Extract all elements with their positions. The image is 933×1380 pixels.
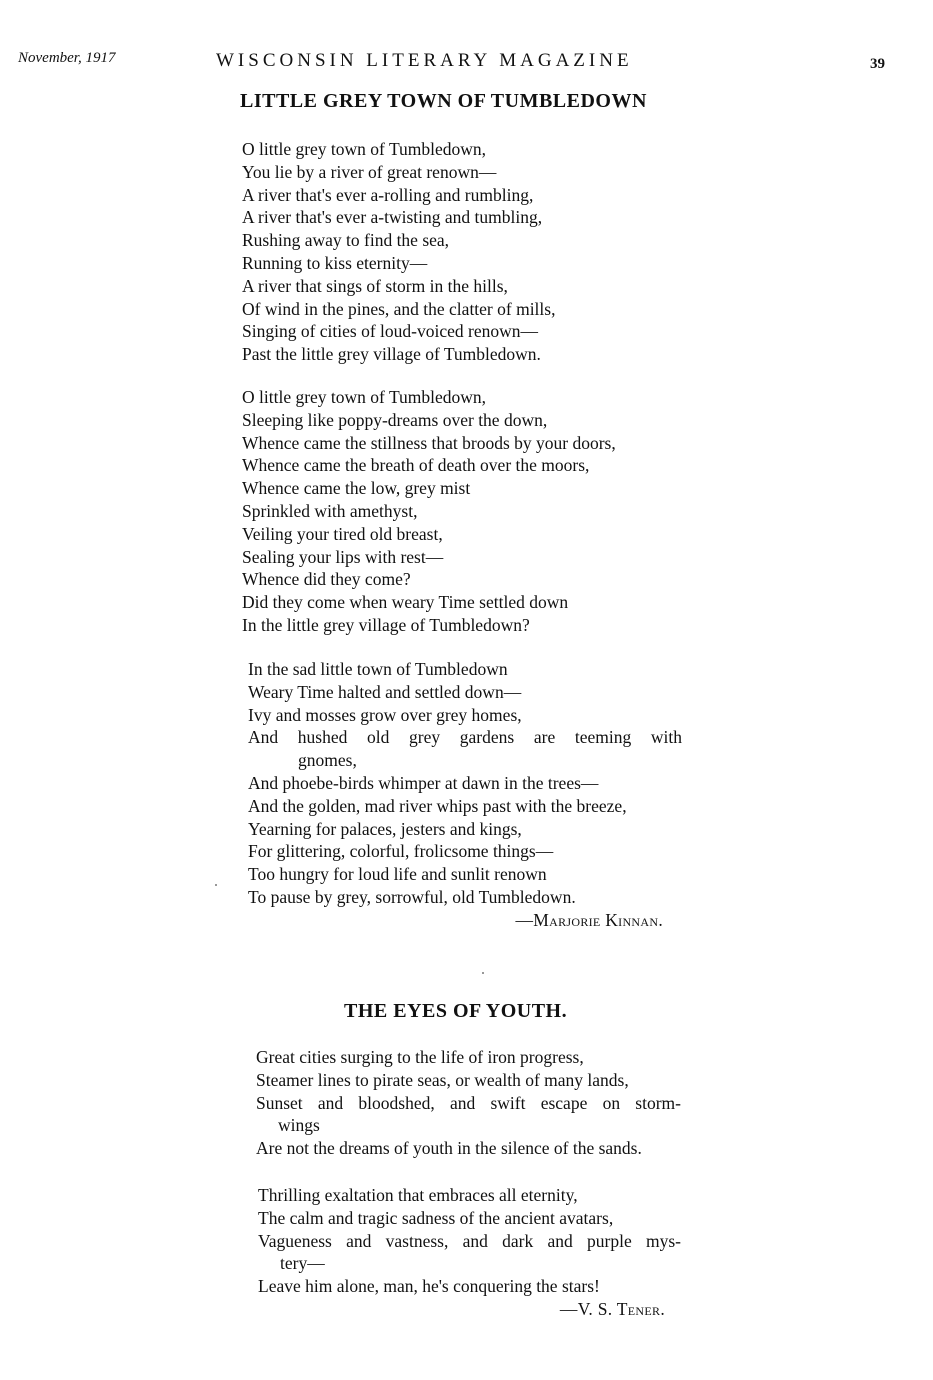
poem-line: Veiling your tired old breast,: [242, 523, 443, 544]
poem-line: A river that's ever a-twisting and tumbling,: [242, 207, 543, 228]
poem-line: Too hungry for loud life and sunlit renown: [248, 864, 547, 885]
poem-line: Steamer lines to pirate seas, or wealth of many lands,: [256, 1069, 629, 1090]
poem-line: Running to kiss eternity—: [242, 252, 428, 273]
poem-line-continuation: wings: [278, 1115, 320, 1136]
issue-date: November, 1917: [18, 50, 116, 66]
poem-line-continuation: gnomes,: [298, 750, 357, 771]
print-speck: [482, 972, 484, 974]
poem-line: In the little grey village of Tumbledown?: [242, 614, 530, 635]
poem-line: And hushed old grey gardens are teeming with: [248, 727, 682, 748]
magazine-title: WISCONSIN LITERARY MAGAZINE: [216, 50, 633, 71]
poem-line: Ivy and mosses grow over grey homes,: [248, 704, 522, 725]
poem-line: Whence came the low, grey mist: [242, 478, 471, 499]
stanza-3: [248, 658, 682, 931]
poem-title: THE EYES OF YOUTH.: [344, 1000, 568, 1022]
poem-line: Great cities surging to the life of iron progress,: [256, 1047, 584, 1067]
poem-line: Weary Time halted and settled down—: [248, 681, 522, 702]
poem-line: Past the little grey village of Tumbledown.: [242, 344, 541, 365]
poem-line: To pause by grey, sorrowful, old Tumbledown.: [248, 886, 576, 907]
poem-line: Vagueness and vastness, and dark and purple mys-: [258, 1230, 681, 1251]
poem-line: Of wind in the pines, and the clatter of mills,: [242, 298, 556, 319]
poem-line: Thrilling exaltation that embraces all eternity,: [258, 1185, 578, 1205]
poem-line: Sunset and bloodshed, and swift escape on storm-: [256, 1092, 681, 1113]
poem-line: A river that's ever a-rolling and rumbling,: [242, 184, 534, 205]
poem-line: Sleeping like poppy-dreams over the down,: [242, 409, 548, 430]
poem-line: Whence did they come?: [242, 569, 411, 590]
poem-title: LITTLE GREY TOWN OF TUMBLEDOWN: [240, 90, 647, 112]
stanza-2: [258, 1184, 681, 1320]
poem-line: A river that sings of storm in the hills,: [242, 275, 508, 296]
poem-line: And phoebe-birds whimper at dawn in the trees—: [248, 772, 599, 793]
poem-author: —V. S. Tener.: [559, 1298, 665, 1319]
stanza-1: [256, 1046, 681, 1160]
page-header: [0, 50, 933, 80]
poem-line: You lie by a river of great renown—: [242, 161, 497, 182]
poem-line: Singing of cities of loud-voiced renown—: [242, 321, 538, 342]
stanza-1: [242, 138, 555, 366]
poem-line: O little grey town of Tumbledown,: [242, 387, 487, 407]
poem-line: Are not the dreams of youth in the silence of the sands.: [256, 1138, 642, 1159]
stanza-2: [242, 386, 616, 637]
print-speck: [215, 884, 217, 886]
poem-line: Sprinkled with amethyst,: [242, 500, 418, 521]
poem-line: Rushing away to find the sea,: [242, 230, 450, 251]
poem-line: Whence came the stillness that broods by your doors,: [242, 432, 616, 453]
poem-line: Whence came the breath of death over the moors,: [242, 455, 590, 476]
poem-line: And the golden, mad river whips past with the breeze,: [248, 795, 627, 816]
poem-line: Yearning for palaces, jesters and kings,: [248, 818, 522, 839]
poem-author: —Marjorie Kinnan.: [515, 909, 663, 930]
poem-line: The calm and tragic sadness of the ancient avatars,: [258, 1207, 614, 1228]
poem-line: In the sad little town of Tumbledown: [248, 659, 508, 679]
poem-line: Leave him alone, man, he's conquering the stars!: [258, 1276, 600, 1297]
page-number: 39: [870, 56, 885, 72]
poem-line: Sealing your lips with rest—: [242, 546, 444, 567]
poem-line: For glittering, colorful, frolicsome things—: [248, 841, 554, 862]
poem-line: O little grey town of Tumbledown,: [242, 139, 487, 159]
poem-line: Did they come when weary Time settled down: [242, 592, 569, 613]
poem-line-continuation: tery—: [280, 1253, 325, 1274]
